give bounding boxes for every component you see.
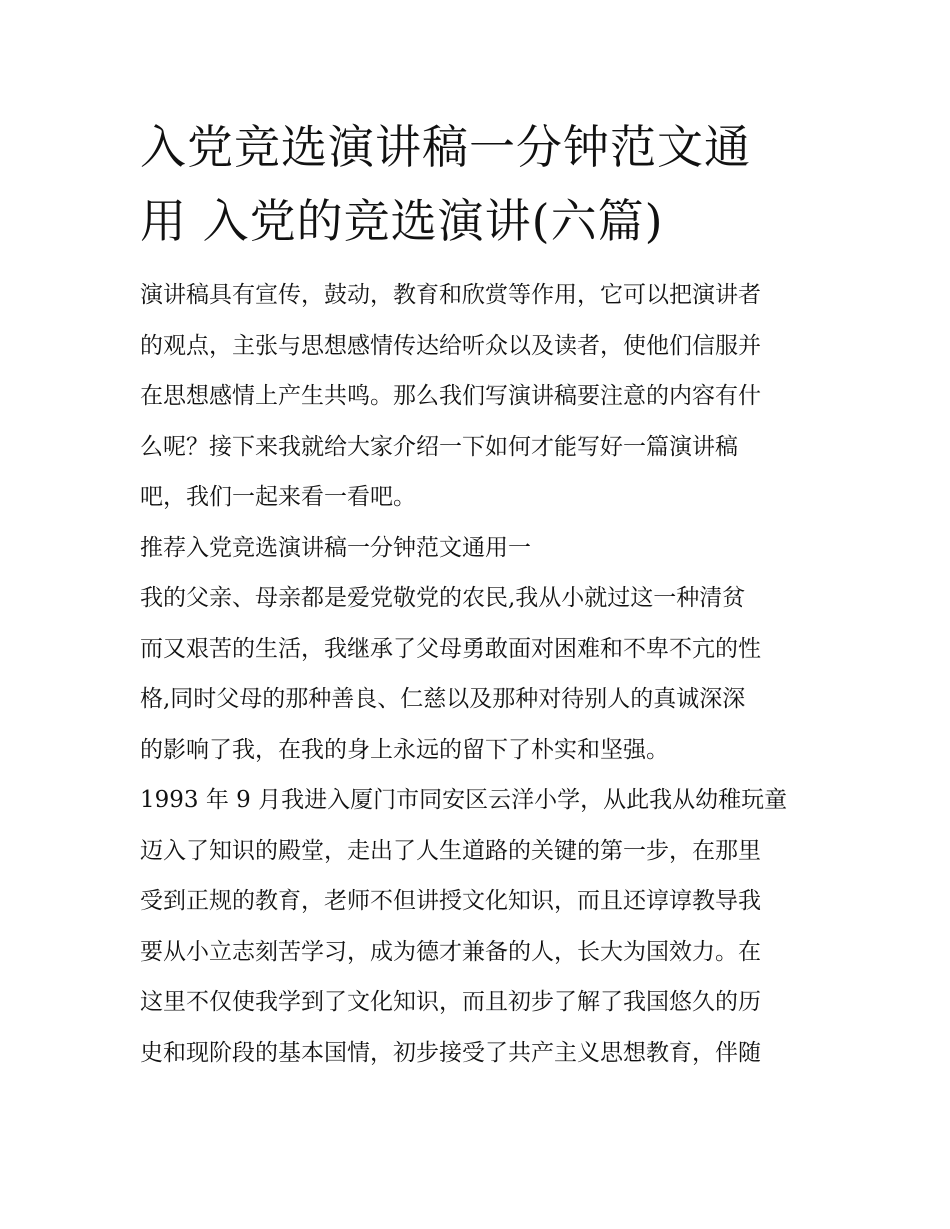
text-line: 演讲稿具有宣传，鼓动，教育和欣赏等作用，它可以把演讲者: [140, 282, 761, 308]
text-line: 么呢？接下来我就给大家介绍一下如何才能写好一篇演讲稿: [140, 433, 738, 460]
text-line: 的观点，主张与思想感情传达给听众以及读者，使他们信服并: [140, 332, 761, 359]
text-line: 1993 年 9 月我进入厦门市同安区云洋小学，从此我从幼稚玩童: [140, 787, 788, 813]
text-line: 要从小立志刻苦学习，成为德才兼备的人，长大为国效力。在: [140, 938, 761, 965]
text-line: 受到正规的教育，老师不但讲授文化知识，而且还谆谆教导我: [140, 888, 761, 914]
text-line: 我的父亲、母亲都是爱党敬党的农民,我从小就过这一种清贫: [140, 585, 746, 611]
document-body: [140, 270, 812, 1078]
text-line: 吧，我们一起来看一看吧。: [140, 484, 416, 510]
document-page: [140, 110, 812, 1078]
text-line: 史和现阶段的基本国情，初步接受了共产主义思想教育，伴随: [140, 1039, 761, 1066]
body-paragraph: [140, 775, 812, 1078]
intro-paragraph: [140, 270, 812, 523]
body-paragraph: [140, 573, 812, 775]
text-line: 在思想感情上产生共鸣。那么我们写演讲稿要注意的内容有什: [140, 383, 761, 409]
text-line: 而又艰苦的生活，我继承了父母勇敢面对困难和不卑不亢的性: [140, 635, 761, 662]
text-line: 迈入了知识的殿堂，走出了人生道路的关键的第一步，在那里: [140, 837, 761, 864]
text-line: 的影响了我，在我的身上永远的留下了朴实和坚强。: [140, 736, 669, 763]
title-line: 用 入党的竞选演讲(六篇): [140, 194, 664, 248]
section-heading: [140, 523, 812, 574]
title-line: 入党竞选演讲稿一分钟范文通: [140, 120, 751, 174]
text-line: 推荐入党竞选演讲稿一分钟范文通用一: [140, 534, 531, 561]
document-title: [140, 110, 812, 258]
text-line: 格,同时父母的那种善良、仁慈以及那种对待别人的真诚深深: [140, 686, 746, 712]
text-line: 这里不仅使我学到了文化知识，而且初步了解了我国悠久的历: [140, 989, 761, 1015]
